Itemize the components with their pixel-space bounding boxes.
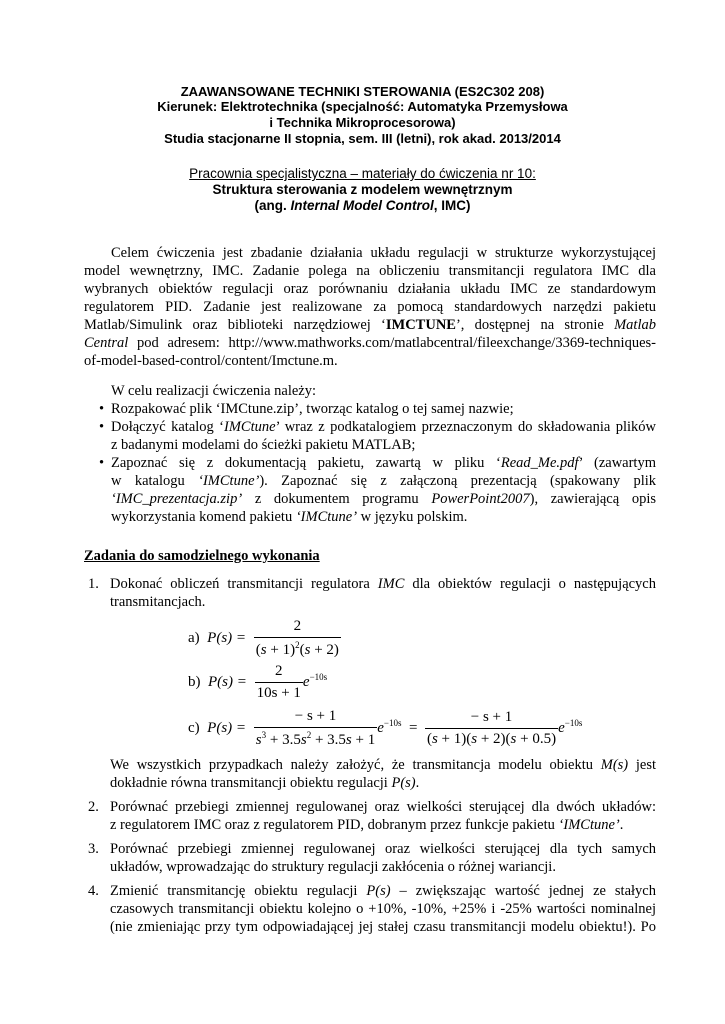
intro-paragraph: Celem ćwiczenia jest zbadanie działania układu regulacji w strukturze wykorzystującej model wewnętrzny, IMC. Zadanie polega na obliczeniu transmitancji regulatora IMC dla wybranych obiektów regulacji oraz porównaniu działania układu IMC ze standardowym regulatorem PID. Zadanie jest realizowane za pomocą standardowych narzędzi pakietu Matlab/Simulink oraz biblioteki narzędziowej ‘IMCTUNE’, dostępnej na stronie Matlab Central pod adresem: http://www.mathworks.com/matlabcentral/fileexchange/3369-techniques- of-model-based-control/content/Imctune.m. [84,245,656,369]
task-4: 4. Zmienić transmitancję obiektu regulacji P(s) – zwiększając wartość jednej ze stałych czasowych transmitancji obiektu kolejno o +10%, -10%, +25% i -25% wartości nominalnej (nie zmieniając przy tym odpowiadającej jej stałej czasu transmitancji modelu obiektu!). Po [88,883,656,935]
task-1: 1. Dokonać obliczeń transmitancji regulatora IMC dla obiektów regulacji o następujących transmitancjach. [88,576,656,610]
section-title: Zadania do samodzielnego wykonania [84,548,320,564]
lab-subtitle: Pracownia specjalistyczna – materiały do ćwiczenia nr 10: [189,166,536,181]
bullet-icon: • [99,455,105,471]
equation-c: c) P(s) = $\frac{- s + 1}{s^3 + 3.5s^2 + 3.5s + 1}$ $e^{-10s}$ = $\frac{- s + 1}{(s + 1)(s + 2)(s + 0.5)}$ $e^{-10s}$ [188,708,583,748]
course-title: ZAAWANSOWANE TECHNIKI STEROWANIA (ES2C302 208) [180,84,545,99]
task-1-note: We wszystkich przypadkach należy założyć, że transmitancja modelu obiektu M(s) jest dokładnie równa transmitancji obiektu regulacji P(s). [110,757,656,791]
study-info: Studia stacjonarne II stopnia, sem. III (letni), rok akad. 2013/2014 [164,131,561,146]
list-item: • Rozpakować plik ‘IMCtune.zip’, tworząc katalog o tej samej nazwie; [99,401,514,417]
exercise-title-en: (ang. Internal Model Control, IMC) [254,198,471,213]
task-3: 3. Porównać przebiegi zmiennej regulowanej oraz wielkości sterującej dla tych samych układów, wprowadzając do struktury regulacji zakłócenia o różnej wariancji. [88,841,656,875]
bullet-icon: • [99,419,105,435]
list-item: • Dołączyć katalog ‘IMCtune’ wraz z podkatalogiem przeznaczonym do składowania plików z badanymi modelami do ścieżki pakietu MATLAB; [99,419,656,453]
equation-b: b) P(s) = $\frac{2}{10s + 1}$ $e^{-10s}$ [188,663,328,701]
list-item: • Zapoznać się z dokumentacją pakietu, zawartą w pliku ‘Read_Me.pdf’ (zawartym w katalogu ‘IMCtune’). Zapoznać się z załączoną prezentacją (spakowany plik ‘IMC_prezentacja.zip’ z dokumentem programu PowerPoint2007), zawierającą opis wykorzystania komend pakietu ‘IMCtune’ w języku polskim. [99,455,656,525]
prep-list [99,400,656,526]
field-of-study: Kierunek: Elektrotechnika (specjalność: Automatyka Przemysłowa [157,99,568,114]
prep-lead: W celu realizacji ćwiczenia należy: [111,383,317,399]
exercise-title: Struktura sterowania z modelem wewnętrznym [212,182,513,197]
field-of-study-cont: i Technika Mikroprocesorowa) [269,115,456,130]
bullet-icon: • [99,401,105,417]
task-2: 2. Porównać przebiegi zmiennej regulowanej oraz wielkości sterującej dla dwóch układów: z regulatorem IMC oraz z regulatorem PID, dobranym przez funkcje pakietu ‘IMCtune’. [88,799,656,833]
equation-a: a) P(s) = $\frac{2}{(s + 1)^2(s + 2)}$ [188,618,339,658]
